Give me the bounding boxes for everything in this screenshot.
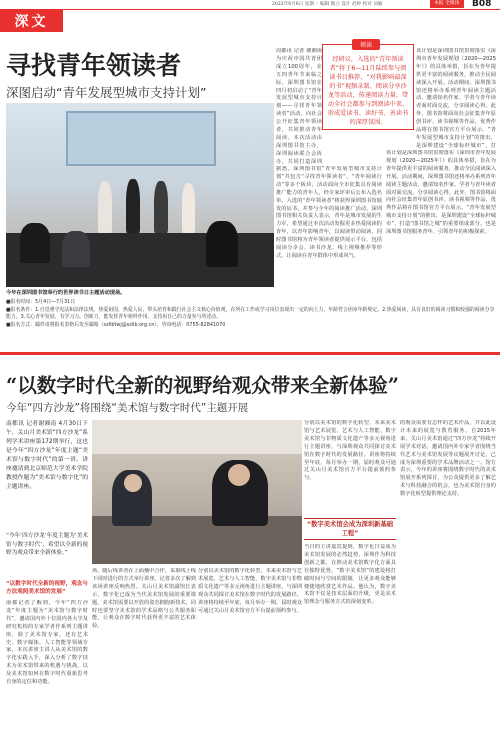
- section-label: 深文: [0, 10, 63, 32]
- article2-col-b: 场，随后线讲者在上面播中合作，采取线上线下同时进行的方式举行讲座，记者多次了解到该场讲座反响热烈。关山月美术馆副馆长表示，数字化已成为当代美术馆发展的重要课题，美术馆需要以开放的姿态拥抱新技术，同时也要坚守美术馆的学术品格与公共服务职能，让观众在数字时代获得更丰富的艺术体验。: [92, 568, 196, 630]
- article1-photo: [6, 103, 274, 287]
- article2-subhead-2-box: [304, 518, 396, 540]
- article2-quote: “今年‘四方沙龙’年度主题为‘美术馆与数字时代’，希望以全新的视野为观众带来全新体验。”: [6, 533, 88, 556]
- media-tag: 本报 全媒体: [430, 0, 464, 8]
- article2-subhead-1: “以数字时代全新的视野，观念与方法观照美术馆的发展”: [6, 581, 88, 595]
- photo-caption: 今年在深圳图书馆举行的世界读书日主题活动现场。: [6, 290, 126, 296]
- stage-screen: [66, 111, 216, 166]
- article1-byline-col: 周都讯 记者 谢湘南 为庆祝中国共青团成立100周年，在五四青年节来临之际，深圳图书馆在四月初启动了“青年发展型城市支持计划——寻找青年领读者”活动，向社会公开征集青年领读者，共同推动青年阅读。本次活动由深圳图书馆主办，深圳阅读联合会协办，共同打造深圳: [276, 48, 322, 164]
- article2-title: “以数字时代全新的视野给观众带来全新体验”: [6, 374, 399, 397]
- page-header-bar: [0, 0, 500, 12]
- article2-col-c: 分别以美术馆的数字化转型、未来美术馆与艺术展览、艺术与人工智能、数字美术馆与非物质文化遗产等多元视角进行主题讲座，与深圳观众共同探讨美术馆在数字时代的发展路径。讲座将持续至年底，每月举办一期，届时观众可通过关山月美术馆官方平台提前预约参与。: [198, 568, 302, 614]
- note-method: ■报名方式：邮件请将报名表格后发至邮箱（szlibtwj@szlib.org.cn），咨询电话：0755-82841070: [6, 321, 226, 328]
- article1-title: 寻找青年领读者: [6, 51, 182, 80]
- callout-box: [322, 44, 414, 134]
- registration-notes: [6, 299, 496, 349]
- article2-col-e: 的观众需要有怎样的艺术作品，并以此设计未来的展览与教育服务。自2015年来，关山月美术馆通过“四方沙龙”持续开展学术对话，邀请国内外专家学者围绕当代艺术与美术馆发展等议题展开讨论，已成为深圳重要的学术品牌活动之一。馆方表示，今年的讲座将围绕数字时代的美术馆展开系列探讨，为公众提供更多了解艺术与科技融合的机会，也为美术馆自身的数字化转型提供理论支持。: [400, 420, 496, 498]
- callout-label: 领读: [352, 39, 380, 50]
- article1-col-right-top: 该计划是深圳图书馆贯彻落实《深圳市青年发展规划（2020—2025年）》的具体举措，旨在为青年提供更丰富的阅读服务，推动全民阅读深入开展。活动期间，深圳图书馆还将举办系列青年阅读主题活动，邀请知名作家、学者与青年读者面对面交流，分享阅读心得。此外，图书馆将面向社会征集青年原创书评、读书视频等作品，优秀作品将在图书馆官方平台展示。“青年发展型城市支持计划”的推出，是深圳建设“全球标杆城市”、打: [416, 48, 496, 148]
- callout-text: 经研议，入选的“青年领读者”将于6—11月陆续参与阅读书目推荐、“对我影响最深的书”视频录制、阅读分享沙龙等活动，传递阅读力量，带动全社会都参与到阅读中来，形成爱读书、读好书、善读书的深厚氛围。: [322, 44, 414, 130]
- note-conditions: ■报名条件：1.自觉遵守宪法和法律法规，热爱祖国，热爱人民，带头培育和践行社会主义核心价值观，在所在工作或学习岗位表现出一定的向上力，年龄符合团章年龄规定。2.热爱阅读，具有良好的阅读习惯和较强的阅读分享能力。3.关心青年发展，有学习力、创新力，能发挥青年榜样作用，支持用自己的力量参与所述动。: [6, 306, 495, 321]
- article1-subtitle: 深图启动“青年发展型城市支持计划”: [6, 85, 207, 100]
- article2-col-d: 当日的主讲嘉宾提到，数字化日益成为美术馆发展的必然趋势，深圳作为科技创新之都，在推动美术馆数字化方面具有独特优势。“数字美术馆”的建设将打破时间与空间的限制，让更多观众能够便捷地欣赏艺术作品。他认为，数字美术馆不仅是技术层面的升级，更是美术馆理念与服务方式的深刻变革。: [304, 544, 396, 606]
- header-rule: [0, 9, 500, 10]
- article1-col-c: 该计划是深圳图书馆贯彻落实《深圳市青年发展规划（2020—2025年）》的具体举措，旨在为青年提供更丰富的阅读服务，推动全民阅读深入开展。活动期间，深圳图书馆还将举办系列青年阅读主题活动，邀请知名作家、学者与青年读者面对面交流，分享阅读心得。此外，图书馆将面向社会征集青年原创书评、读书视频等作品，优秀作品将在图书馆官方平台展示。“青年发展型城市支持计划”的推出，是深圳建设“全球标杆城市”、打造“图书馆之城”的重要组成部分，也是深圳图书馆服务青年、引领青年的积极探索。: [386, 150, 496, 236]
- article1-col-b: 据悉，深圳图书馆“青年发展型城市支持计划”共包含“寻找青年领读者”、“青年阅读行动”等多个板块，活动面向全市征集具有阅读推广能力的青年人，经专家评审后公布入选名单。入选的“青年领读者”将获得深圳图书馆颁发的证书，并参与全年的阅读推广活动。深圳图书馆相关负责人表示，青年是城市发展的生力军，希望通过本次活动发掘更多热爱阅读的青年，以青年影响青年，以阅读带动阅读。同时图书馆将为青年领读者提供展示平台，包括阅读分享会、读书沙龙、线上视频推荐等形式，让阅读在青年群体中形成风气。: [276, 166, 382, 259]
- article2-subhead-2: “数字美术馆会成为深圳新基础工程”: [307, 521, 393, 537]
- article2-col-d-top: 分别以美术馆的数字化转型、未来美术馆与艺术展览、艺术与人工智能、数字美术馆与非物质文化遗产等多元视角进行主题讲座，与深圳观众共同探讨美术馆在数字时代的发展路径。讲座将持续至年底，每月举办一期，届时观众可通过关山月美术馆官方平台提前预约参与。: [304, 420, 396, 482]
- note-time: ■报名时间：5月4日—7月31日: [6, 299, 76, 305]
- section-divider: [0, 352, 500, 355]
- backdrop: [92, 420, 302, 454]
- article2-subtitle: 今年“四方沙龙”将围绕“美术馆与数字时代”主题开展: [6, 402, 249, 414]
- article2-col-a: 南都记者了解到，今年“四方沙龙”年度主题为“美术馆与数字时代”，邀请国内外十位国内各大学及研究机构的专家学者作系列主题讲座，除了美术馆专家，还有艺术史、数字媒体、人工智能等领域专家。本次讲座主讲人从美术馆的数字化实践入手，深入分析了数字技术为美术馆带来的机遇与挑战，以及美术馆如何在数字时代重新思考自身的定位和功能。: [6, 600, 88, 686]
- article2-lead: 南都讯 记者谢湘南 4月30日下午，关山月美术馆“四方沙龙”系列学术讲座第172期举行，这也是今年“四方沙龙”年度主题“美术馆与数字时代”的第一讲。讲座邀请到北京师范大学美术学院教授作题为“美术馆与数字化”的主题讲座。: [6, 421, 88, 490]
- page-number: B08: [472, 0, 492, 9]
- article2-photo: [92, 420, 302, 564]
- date-line: 2022年6月6日 星期一 编辑 熊立 设计 赵婷 校对 刘颖: [272, 2, 383, 7]
